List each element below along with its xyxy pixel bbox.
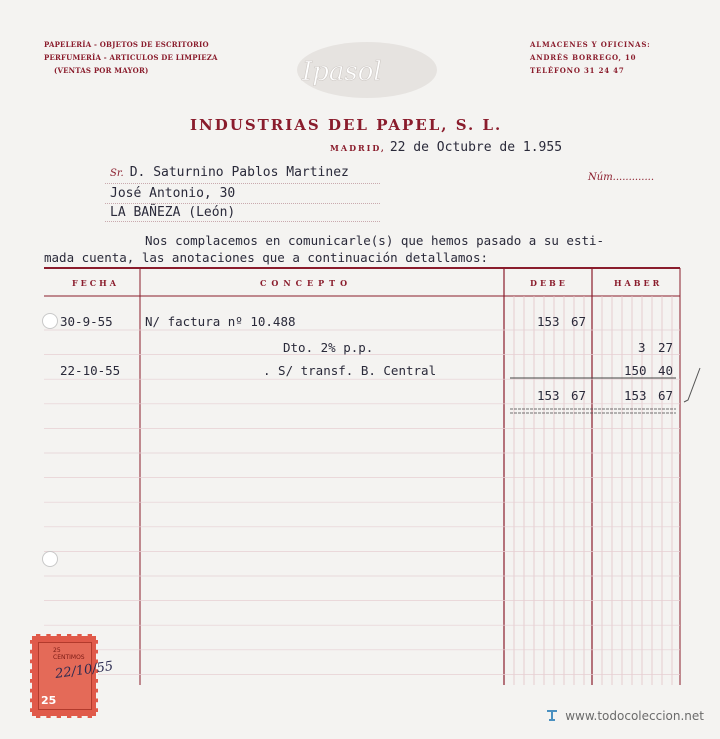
punch-hole-top [42,313,58,329]
row3-concepto: . S/ transf. B. Central [263,363,437,378]
stamp-cancellation: 22/10/55 [54,659,115,682]
total-debe-dec: 67 [571,388,587,403]
row2-haber-dec: 27 [658,340,674,355]
recipient-name: D. Saturnino Pablos Martinez [129,165,349,180]
intro-line-1: Nos complacemos en comunicarle(s) que hemos pasado a su esti- [145,233,605,248]
stamp-face [38,642,115,710]
row1-debe-int: 153 [537,314,560,329]
row2-haber-int: 3 [638,340,646,355]
header-haber: HABER [614,278,663,288]
intro-line-2: mada cuenta, las anotaciones que a continuación detallamos: [44,250,489,265]
row3-fecha: 22-10-55 [60,363,121,378]
header-fecha: FECHA [72,278,119,288]
total-debe-int: 153 [537,388,560,403]
recipient-street: José Antonio, 30 [110,186,236,201]
row2-concepto: Dto. 2% p.p. [283,340,374,355]
watermark-text: www.todocoleccion.net [565,709,704,723]
invoice-date: 22 de Octubre de 1.955 [389,140,563,155]
letterhead-right-line-2: ANDRÉS BORREGO, 10 [530,53,637,62]
row3-haber-int: 150 [624,363,647,378]
total-haber-dec: 67 [658,388,674,403]
stamp-value: 25 [41,694,57,707]
punch-hole-bottom [42,551,58,567]
city-label: MADRID, [330,143,386,153]
letterhead-right-line-3: TELÉFONO 31 24 47 [530,66,625,75]
logo-text: Ipasol [302,57,382,87]
row3-haber-dec: 40 [658,363,674,378]
watermark [545,708,704,723]
header-debe: DEBE [530,278,568,288]
recipient-town: LA BAÑEZA (León) [110,205,236,220]
letterhead-right-line-1: ALMACENES Y OFICINAS: [530,40,651,49]
letterhead-left-line-3: (VENTAS POR MAYOR) [54,66,149,75]
company-name: INDUSTRIAS DEL PAPEL, S. L. [190,116,503,134]
recipient-prefix: Sr. [110,168,124,179]
header-concepto: CONCEPTO [260,278,353,288]
row1-concepto: N/ factura nº 10.488 [145,314,296,329]
letterhead-left-line-2: PERFUMERÍA - ARTICULOS DE LIMPIEZA [44,53,218,62]
number-label: Núm............. [588,172,654,183]
revenue-stamp [30,634,115,718]
letterhead-left-line-1: PAPELERÍA - OBJETOS DE ESCRITORIO [44,40,209,49]
row1-fecha: 30-9-55 [60,314,113,329]
total-haber-int: 153 [624,388,647,403]
stamp-text: 25 CENTIMOS [53,647,85,661]
todocoleccion-icon [545,708,559,722]
row1-debe-dec: 67 [571,314,587,329]
